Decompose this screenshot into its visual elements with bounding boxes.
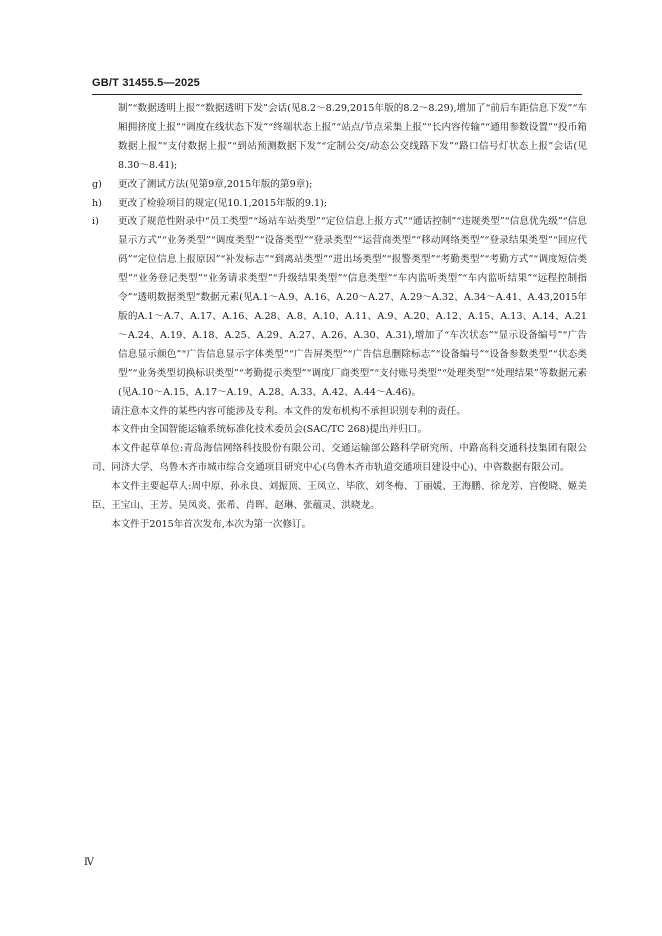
drafters-paragraph: 本文件主要起草人:周中原、孙永良、刘振顶、王凤立、毕欣、刘冬梅、丁丽媛、王海鹏、徐龙芳、宫俊晓、姬美臣、王宝山、王芳、吴凤炎、张希、肖晖、赵琳、张蕴灵、洪晓龙。 <box>92 481 587 512</box>
list-item <box>92 213 587 402</box>
header-rule <box>92 94 582 95</box>
list-item <box>92 195 587 214</box>
list-marker: g) <box>92 178 102 190</box>
proposer-paragraph: 本文件由全国智能运输系统标准化技术委员会(SAC/TC 268)提出并归口。 <box>111 424 428 436</box>
page-number: Ⅳ <box>84 857 94 868</box>
list-marker: h) <box>92 197 102 209</box>
list-item-text: 更改了规范性附录中“员工类型”“场站车站类型”“定位信息上报方式”“通话控制”“违规类型”“信息优先级”“信息显示方式”“业务类型”“调度类型”“设备类型”“登录类型”“运营商类型”“移动网络类型”“登录结果类型”“回应代码”“定位信息上报原因”“补发标志”“到离站类型”“进出场类型”“报警类型”“考勤类型”“考勤方式”“调度短信类型”“业务登记类型”“业务请求类型”“升级结果类型”“信息类型”“车内监听类型”“车内监听结果”“远程控制指令”“透明数据类型”数据元素(见A.1～A.9、A.16、A.20～A.27、A.29～A.32、A.34～A.41、A.43,2015年版的A.1～A.7、A.17、A.16、A.28、A.8、A.10、A.11、A.9、A.20、A.12、A.15、A.13、A.14、A.21～A.24、A.19、A.18、A.25、A.29、A.27、A.26、A.30、A.31),增加了“车次状态”“显示设备编号”“广告信息显示颜色”“广告信息显示字体类型”“广告屏类型”“广告信息删除标志”“设备编号”“设备参数类型”“状态类型”“业务类型切换标识类型”“考勤提示类型”“调度厂商类型”“支付账号类型”“处理类型”“处理结果”等数据元素(见A.10～A.15、A.17～A.19、A.28、A.33、A.42、A.44～A.46)。 <box>118 216 587 398</box>
standard-code: GB/T 31455.5—2025 <box>92 77 200 89</box>
list-item-text: 更改了测试方法(见第9章,2015年版的第9章); <box>118 178 313 190</box>
list-marker: i) <box>92 216 99 228</box>
continuation-paragraph: 制”“数据透明上报”“数据透明下发”会话(见8.2～8.29,2015年版的8.2～8.29),增加了“前后车距信息下发”“车厢拥挤度上报”“调度在线状态下发”“终端状态上报”“站点/节点采集上报”“长内容传输”“通用参数设置”“投币箱数据上报”“支付数据上报”“到站预测数据下发”“定制公交/动态公交线路下发”“路口信号灯状态上报”会话(见8.30～8.41); <box>118 103 587 171</box>
patent-notice: 请注意本文件的某些内容可能涉及专利。本文件的发布机构不承担识别专利的责任。 <box>111 405 466 417</box>
drafting-units-paragraph: 本文件起草单位:青岛海信网络科技股份有限公司、交通运输部公路科学研究所、中路高科交通科技集团有限公司、同济大学、乌鲁木齐市城市综合交通项目研究中心(乌鲁木齐市轨道交通项目建设中心)、中咨数据有限公司。 <box>92 443 587 474</box>
list-item-text: 更改了检验项目的规定(见10.1,2015年版的9.1); <box>118 197 328 209</box>
foreword-body <box>92 100 587 535</box>
list-item <box>92 176 587 195</box>
revision-history-paragraph: 本文件于2015年首次发布,本次为第一次修订。 <box>111 518 312 530</box>
